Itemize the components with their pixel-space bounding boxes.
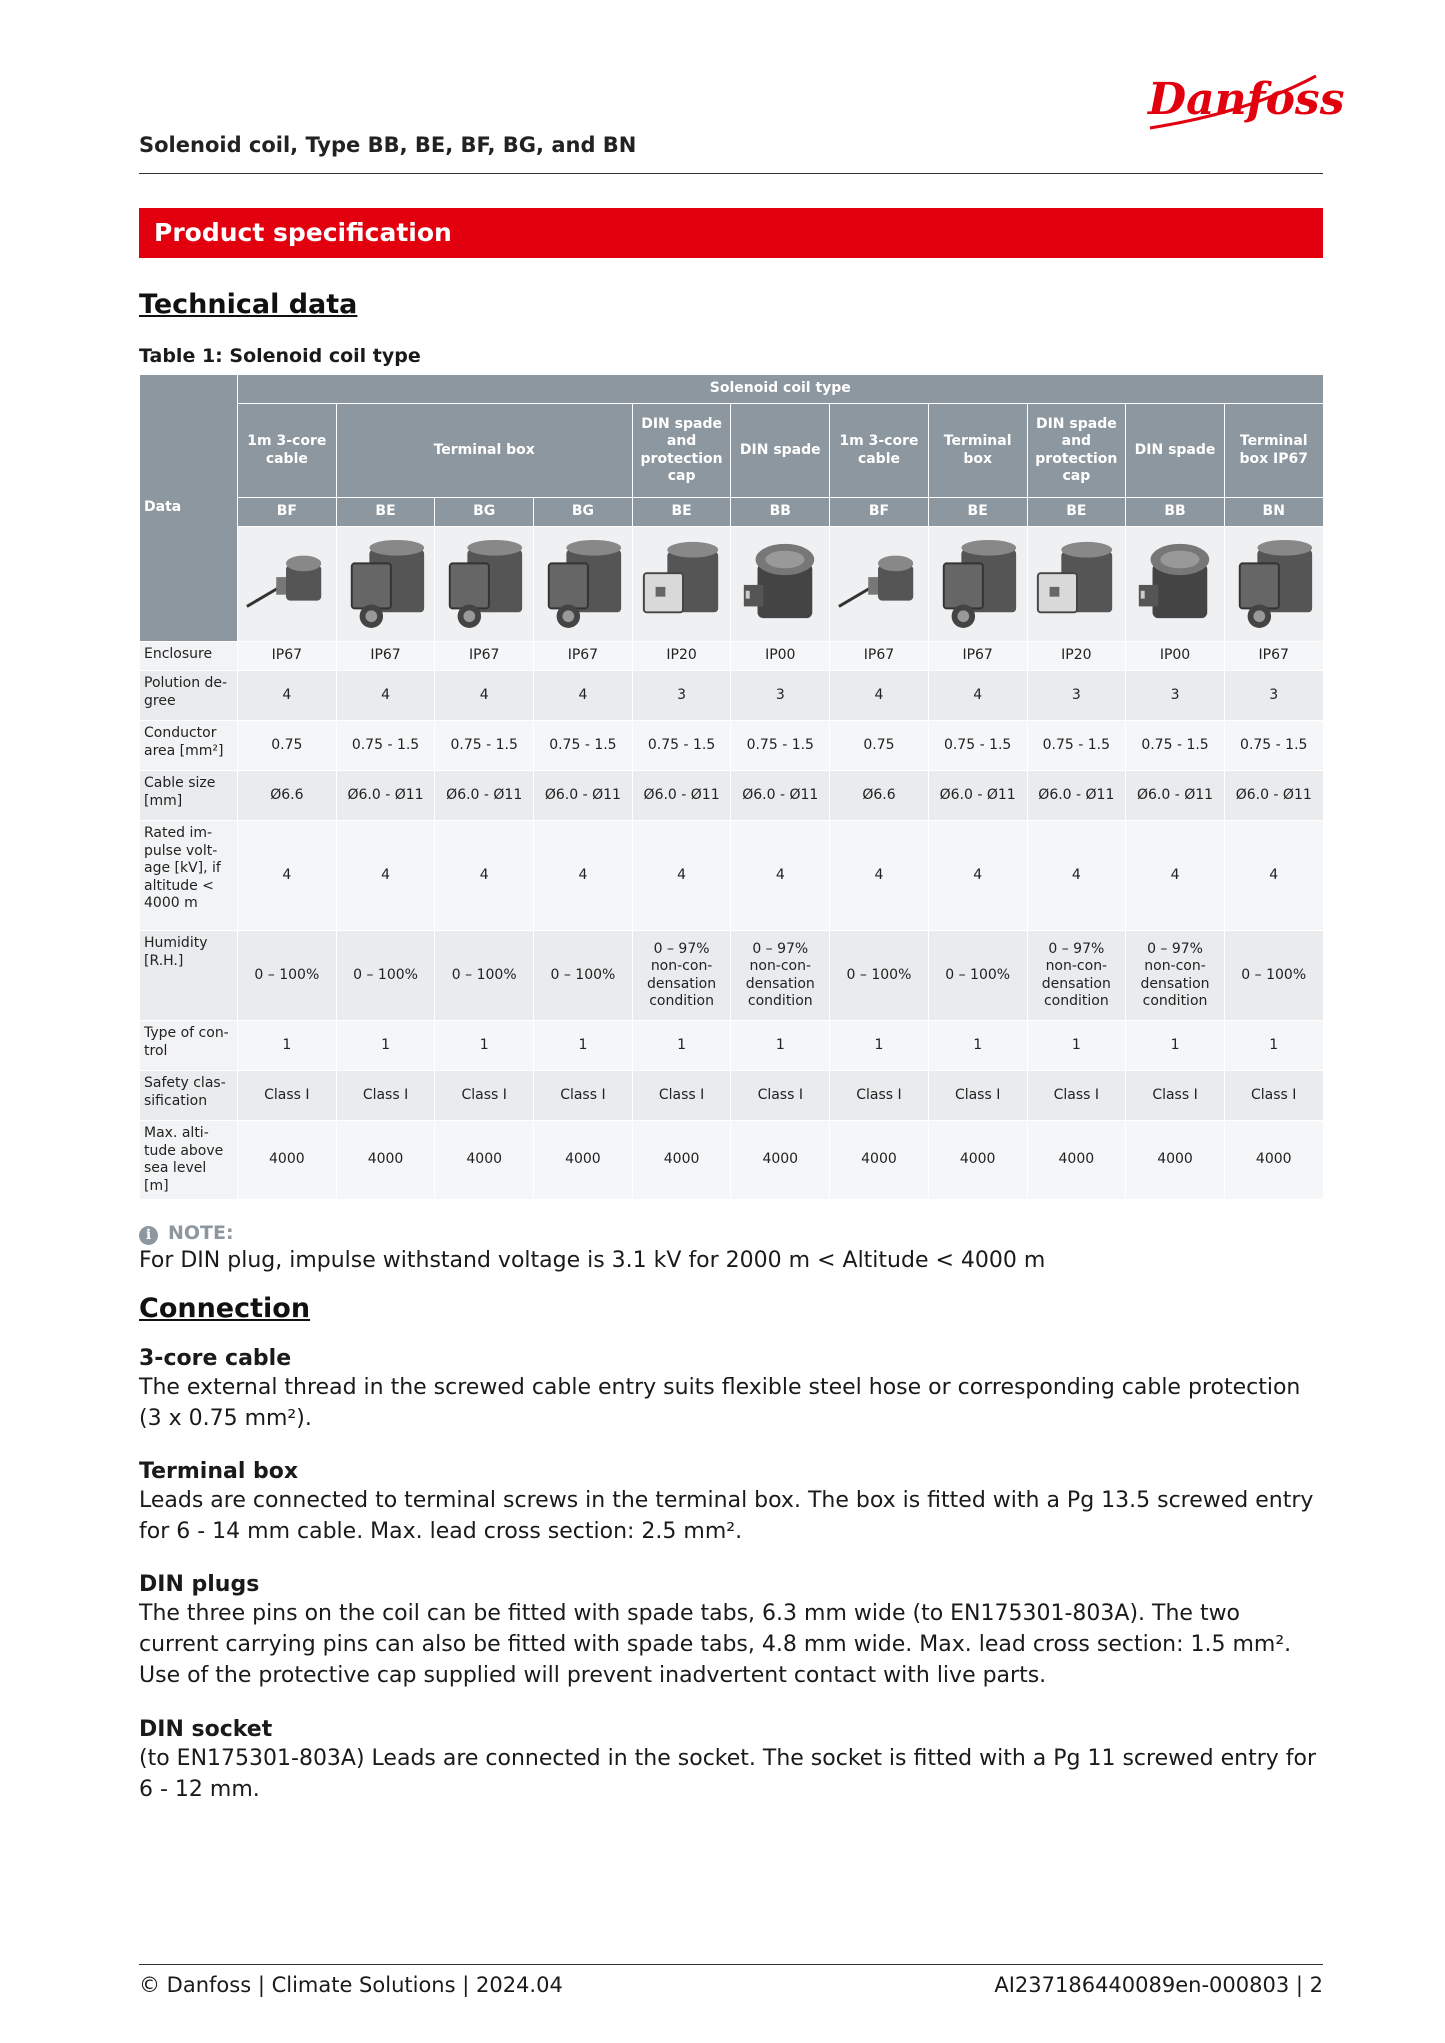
table-cell: 4 <box>830 821 929 931</box>
table-cell: 1 <box>1027 1021 1126 1071</box>
type-group-header: DIN spade and protection cap <box>1027 404 1126 498</box>
coil-din-cap-icon <box>638 530 726 633</box>
table-cell: 4 <box>534 671 633 721</box>
coil-code-cell: BB <box>731 498 830 527</box>
table-cell: 4000 <box>435 1121 534 1200</box>
coil-image-cell <box>1224 527 1323 642</box>
table-cell: Ø6.0 - Ø11 <box>731 771 830 821</box>
connection-item-title: DIN socket <box>139 1717 273 1742</box>
table-cell: 1 <box>1224 1021 1323 1071</box>
table-cell: 0.75 - 1.5 <box>1126 721 1225 771</box>
type-group-header: 1m 3-core cable <box>830 404 929 498</box>
table-cell: 4000 <box>534 1121 633 1200</box>
row-label: Polution de-gree <box>140 671 238 721</box>
table-cell: 0 – 100% <box>238 931 337 1021</box>
coil-image-cell <box>632 527 731 642</box>
table-cell: 4 <box>336 671 435 721</box>
connection-item-text: The three pins on the coil can be fitted with spade tabs, 6.3 mm wide (to EN175301-803A). The two current carrying pins can also be fitted with spade tabs, 4.8 mm wide. Max. lead cross section: 1.5 mm². Use of the protective cap supplied will prevent inadvertent contact with live parts. <box>139 1601 1292 1688</box>
info-icon: i <box>139 1226 158 1245</box>
coil-image-cell <box>238 527 337 642</box>
table-cell: 4 <box>1027 821 1126 931</box>
image-row <box>140 527 1324 642</box>
section-banner: Product specification <box>139 208 1323 258</box>
table-cell: IP67 <box>1224 642 1323 671</box>
coil-code-cell: BE <box>1027 498 1126 527</box>
table-cell: IP00 <box>731 642 830 671</box>
table-cell: 4000 <box>1224 1121 1323 1200</box>
code-row <box>140 498 1324 527</box>
coil-image-cell <box>1027 527 1126 642</box>
row-label: Cable size [mm] <box>140 771 238 821</box>
table-cell: 4 <box>928 671 1027 721</box>
coil-code-cell: BB <box>1126 498 1225 527</box>
table-cell: 0 – 100% <box>830 931 929 1021</box>
table-cell: 0.75 - 1.5 <box>1224 721 1323 771</box>
table-cell: 3 <box>632 671 731 721</box>
table-cell: 4000 <box>632 1121 731 1200</box>
header-divider <box>139 173 1323 174</box>
table-cell: 4 <box>1126 821 1225 931</box>
coil-din-spade-icon <box>736 530 824 633</box>
coil-cable-icon <box>835 530 923 633</box>
table-cell: 0 – 97% non-con-densation condition <box>1027 931 1126 1021</box>
spec-table <box>139 374 1324 1200</box>
table-cell: Class I <box>534 1071 633 1121</box>
coil-terminal-icon <box>934 530 1022 633</box>
table-cell: 0 – 100% <box>534 931 633 1021</box>
table-cell: IP20 <box>632 642 731 671</box>
table-cell: 4 <box>435 821 534 931</box>
coil-code-cell: BN <box>1224 498 1323 527</box>
connection-item-title: 3-core cable <box>139 1346 292 1371</box>
table-cell: 4 <box>830 671 929 721</box>
table-cell: 1 <box>534 1021 633 1071</box>
table-cell: 0.75 <box>830 721 929 771</box>
danfoss-logo <box>1140 62 1345 138</box>
table-cell: 1 <box>928 1021 1027 1071</box>
coil-code-cell: BG <box>534 498 633 527</box>
table-cell: 1 <box>830 1021 929 1071</box>
table-cell: 0.75 - 1.5 <box>731 721 830 771</box>
table-cell: 4 <box>632 821 731 931</box>
table-cell: Class I <box>435 1071 534 1121</box>
note-label-row <box>139 1222 234 1245</box>
table-row <box>140 721 1324 771</box>
table-cell: Ø6.6 <box>238 771 337 821</box>
table-cell: Ø6.0 - Ø11 <box>928 771 1027 821</box>
table-cell: IP67 <box>534 642 633 671</box>
coil-cable-icon <box>243 530 331 633</box>
footer-divider <box>139 1964 1323 1965</box>
table-cell: Ø6.0 - Ø11 <box>1027 771 1126 821</box>
coil-image-cell <box>1126 527 1225 642</box>
coil-image-cell <box>928 527 1027 642</box>
table-cell: 0 – 100% <box>336 931 435 1021</box>
coil-code-cell: BE <box>632 498 731 527</box>
row-label: Rated im-pulse volt-age [kV], if altitude < 4000 m <box>140 821 238 931</box>
table-cell: 4000 <box>1126 1121 1225 1200</box>
table-cell: 1 <box>731 1021 830 1071</box>
table-cell: 4000 <box>336 1121 435 1200</box>
danfoss-logo-text: Danfoss <box>1148 74 1345 125</box>
table-cell: 4 <box>928 821 1027 931</box>
connection-item-text: Leads are connected to terminal screws in the terminal box. The box is fitted with a Pg 13.5 screwed entry for 6 - 14 mm cable. Max. lead cross section: 2.5 mm². <box>139 1488 1314 1544</box>
table-cell: Ø6.0 - Ø11 <box>1126 771 1225 821</box>
type-group-header: Terminal box <box>336 404 632 498</box>
table-cell: 0.75 - 1.5 <box>1027 721 1126 771</box>
table-cell: 0.75 - 1.5 <box>534 721 633 771</box>
data-header-cell: Data <box>140 375 238 642</box>
table-cell: 1 <box>336 1021 435 1071</box>
table-cell: 0.75 - 1.5 <box>928 721 1027 771</box>
coil-image-cell <box>830 527 929 642</box>
table-caption: Table 1: Solenoid coil type <box>139 345 421 367</box>
table-cell: 0 – 97% non-con-densation condition <box>731 931 830 1021</box>
footer-doc-id: AI237186440089en-000803 | 2 <box>994 1973 1323 1997</box>
row-label: Humidity [R.H.] <box>140 931 238 1021</box>
table-cell: Ø6.0 - Ø11 <box>1224 771 1323 821</box>
coil-code-cell: BG <box>435 498 534 527</box>
type-group-header: Terminal box <box>928 404 1027 498</box>
table-cell: 4 <box>534 821 633 931</box>
table-cell: 1 <box>238 1021 337 1071</box>
table-cell: 4000 <box>1027 1121 1126 1200</box>
table-cell: 0.75 <box>238 721 337 771</box>
coil-code-cell: BE <box>336 498 435 527</box>
type-group-header: Terminal box IP67 <box>1224 404 1323 498</box>
coil-terminal-icon <box>342 530 430 633</box>
connection-item-title: Terminal box <box>139 1459 299 1484</box>
coil-terminal-icon <box>539 530 627 633</box>
coil-terminal-icon <box>1230 530 1318 633</box>
coil-terminal-icon <box>440 530 528 633</box>
table-cell: 1 <box>1126 1021 1225 1071</box>
table-cell: Class I <box>336 1071 435 1121</box>
table-cell: Class I <box>632 1071 731 1121</box>
type-group-header: DIN spade <box>1126 404 1225 498</box>
row-label: Type of con-trol <box>140 1021 238 1071</box>
table-cell: 3 <box>1027 671 1126 721</box>
table-cell: 0 – 100% <box>435 931 534 1021</box>
note-label: NOTE: <box>168 1222 234 1244</box>
table-cell: 0 – 97% non-con-densation condition <box>1126 931 1225 1021</box>
connection-item-text: The external thread in the screwed cable entry suits flexible steel hose or corresponding cable protection (3 x 0.75 mm²). <box>139 1375 1301 1431</box>
table-cell: Class I <box>1224 1071 1323 1121</box>
table-cell: 0.75 - 1.5 <box>632 721 731 771</box>
table-cell: 4000 <box>238 1121 337 1200</box>
table-cell: Ø6.0 - Ø11 <box>534 771 633 821</box>
table-row <box>140 931 1324 1021</box>
table-row <box>140 1121 1324 1200</box>
table-cell: 0 – 100% <box>1224 931 1323 1021</box>
note-text: For DIN plug, impulse withstand voltage is 3.1 kV for 2000 m < Altitude < 4000 m <box>139 1248 1046 1273</box>
table-row <box>140 1071 1324 1121</box>
table-cell: 3 <box>1126 671 1225 721</box>
table-cell: 4000 <box>830 1121 929 1200</box>
footer-copyright: © Danfoss | Climate Solutions | 2024.04 <box>139 1973 563 1997</box>
connection-item-title: DIN plugs <box>139 1572 260 1597</box>
table-cell: Class I <box>928 1071 1027 1121</box>
solenoid-coil-type-header: Solenoid coil type <box>238 375 1324 404</box>
table-cell: 1 <box>632 1021 731 1071</box>
table-cell: 3 <box>731 671 830 721</box>
table-cell: Class I <box>1027 1071 1126 1121</box>
table-cell: 1 <box>435 1021 534 1071</box>
table-cell: Class I <box>830 1071 929 1121</box>
document-title: Solenoid coil, Type BB, BE, BF, BG, and BN <box>139 133 637 157</box>
table-cell: 4000 <box>928 1121 1027 1200</box>
table-cell: Class I <box>1126 1071 1225 1121</box>
table-row <box>140 771 1324 821</box>
technical-data-heading: Technical data <box>139 289 358 320</box>
coil-code-cell: BE <box>928 498 1027 527</box>
table-cell: 4000 <box>731 1121 830 1200</box>
table-cell: IP67 <box>435 642 534 671</box>
table-cell: Ø6.0 - Ø11 <box>435 771 534 821</box>
table-cell: 4 <box>1224 821 1323 931</box>
table-cell: 4 <box>731 821 830 931</box>
row-label: Max. alti-tude above sea level [m] <box>140 1121 238 1200</box>
type-group-header: DIN spade and protection cap <box>632 404 731 498</box>
row-label: Safety clas-sification <box>140 1071 238 1121</box>
table-cell: IP20 <box>1027 642 1126 671</box>
table-cell: 0 – 97% non-con-densation condition <box>632 931 731 1021</box>
coil-din-spade-icon <box>1131 530 1219 633</box>
type-group-header: 1m 3-core cable <box>238 404 337 498</box>
coil-image-cell <box>731 527 830 642</box>
coil-din-cap-icon <box>1032 530 1120 633</box>
table-cell: 0.75 - 1.5 <box>336 721 435 771</box>
table-cell: IP67 <box>830 642 929 671</box>
table-cell: 4 <box>238 821 337 931</box>
connection-item-text: (to EN175301-803A) Leads are connected in the socket. The socket is fitted with a Pg 11 screwed entry for 6 - 12 mm. <box>139 1746 1317 1802</box>
coil-image-cell <box>534 527 633 642</box>
table-cell: Ø6.6 <box>830 771 929 821</box>
table-cell: 4 <box>238 671 337 721</box>
table-cell: 4 <box>336 821 435 931</box>
coil-code-cell: BF <box>238 498 337 527</box>
table-row <box>140 671 1324 721</box>
table-cell: Class I <box>731 1071 830 1121</box>
table-cell: IP67 <box>336 642 435 671</box>
table-row <box>140 821 1324 931</box>
table-cell: Ø6.0 - Ø11 <box>632 771 731 821</box>
coil-code-cell: BF <box>830 498 929 527</box>
table-cell: 0 – 100% <box>928 931 1027 1021</box>
type-group-header: DIN spade <box>731 404 830 498</box>
table-cell: 3 <box>1224 671 1323 721</box>
table-cell: Ø6.0 - Ø11 <box>336 771 435 821</box>
table-row <box>140 642 1324 671</box>
table-cell: 4 <box>435 671 534 721</box>
table-cell: 0.75 - 1.5 <box>435 721 534 771</box>
row-label: Conductor area [mm²] <box>140 721 238 771</box>
table-cell: IP67 <box>238 642 337 671</box>
coil-image-cell <box>435 527 534 642</box>
connection-heading: Connection <box>139 1293 311 1324</box>
data-rows <box>140 642 1324 1200</box>
row-label: Enclosure <box>140 642 238 671</box>
table-row <box>140 1021 1324 1071</box>
table-cell: IP00 <box>1126 642 1225 671</box>
coil-image-cell <box>336 527 435 642</box>
table-cell: Class I <box>238 1071 337 1121</box>
table-cell: IP67 <box>928 642 1027 671</box>
